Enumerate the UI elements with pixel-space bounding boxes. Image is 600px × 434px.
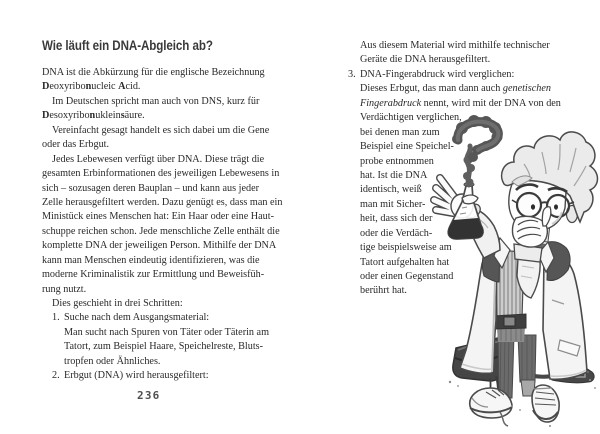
text-line: probe entnommen bbox=[360, 155, 434, 167]
text-line: komplette DNA der jeweiligen Person. Mithilfe der DNA bbox=[42, 240, 277, 252]
text-line: oder einen Gegenstand bbox=[360, 271, 454, 282]
text-line: Man sucht nach Spuren von Täter oder Täterin am bbox=[64, 326, 270, 338]
belt bbox=[494, 314, 526, 329]
text-line: gesamten Erbinformationen des jeweiligen Lebewesens in bbox=[42, 168, 280, 180]
text-line: moderne Kriminalistik zur Ermittlung und Beweisfüh- bbox=[42, 269, 265, 281]
text-line: schuppe reichen schon. Jede menschliche Zelle enthält die bbox=[42, 225, 280, 237]
chapter-title: Wie läuft ein DNA-Abgleich ab? bbox=[42, 38, 213, 53]
text-line: Im Deutschen spricht man auch von DNS, kurz für bbox=[52, 95, 260, 107]
text-line: Geräte die DNA herausgefiltert. bbox=[360, 54, 491, 66]
left-page-text bbox=[42, 66, 298, 384]
text-line: berührt hat. bbox=[360, 285, 407, 297]
text-line: tropfen oder Ähnliches. bbox=[64, 355, 161, 367]
text-line: tige beispielsweise am bbox=[360, 242, 452, 254]
list-number: 2. bbox=[52, 370, 60, 382]
text-line: Tatort, zum Beispiel Haare, Speichelreste, Bluts- bbox=[64, 341, 264, 353]
text-line: heit, dass sich der bbox=[360, 213, 433, 225]
text-line: 2. Erbgut (DNA) wird herausgefiltert: bbox=[42, 369, 298, 383]
scientist-illustration bbox=[400, 110, 600, 434]
list-number: 3. bbox=[348, 68, 356, 80]
text-line: rung nutzt. bbox=[42, 283, 87, 295]
text-line: DNA ist die Abkürzung für die englische Bezeichnung bbox=[42, 67, 265, 78]
text-line: bei denen man zum bbox=[360, 126, 440, 138]
text-line: Tatort aufgehalten hat bbox=[360, 256, 450, 268]
text-line: Beispiel eine Speichel- bbox=[360, 141, 454, 153]
text-line: identisch, weiß bbox=[360, 184, 422, 196]
text-line: 1. Suche nach dem Ausgangsmaterial: bbox=[42, 311, 298, 325]
smoke-question-mark bbox=[452, 115, 503, 186]
text-line: Dieses Erbgut, das man dann auch genetischen bbox=[360, 83, 551, 95]
text-line: Deoxyribonucleic Acid. bbox=[42, 81, 141, 93]
text-line: Verdächtigen verglichen, bbox=[360, 112, 462, 124]
text-line: Ministück eines Menschen hat: Ein Haar oder eine Haut- bbox=[42, 211, 274, 223]
trouser-legs bbox=[498, 335, 536, 398]
text-line: 3. DNA-Fingerabdruck wird verglichen: bbox=[348, 68, 576, 82]
text-line: sich – sozusagen deren Bauplan – und kann aus jeder bbox=[42, 182, 259, 194]
sneaker-left bbox=[470, 388, 512, 426]
text-line: oder das Erbgut. bbox=[42, 139, 110, 151]
text-line: man mit Sicher- bbox=[360, 198, 426, 210]
page-number: 236 bbox=[137, 389, 161, 402]
text-line: Zelle herausgefiltert werden. Dazu genügt es, dass man ein bbox=[42, 196, 283, 208]
sneaker-right bbox=[532, 385, 559, 422]
text-line: kann man Menschen eindeutig identifizieren, was die bbox=[42, 254, 260, 266]
text-line: oder die Verdäch- bbox=[360, 227, 433, 239]
text-line: Vereinfacht gesagt handelt es sich dabei um die Gene bbox=[52, 124, 270, 136]
text-line: Desoxyribonukleinsäure. bbox=[42, 110, 145, 122]
text-line: Jedes Lebewesen verfügt über DNA. Diese trägt die bbox=[52, 153, 265, 165]
text-line: Aus diesem Material wird mithilfe technischer bbox=[360, 40, 550, 51]
text-line: Dies geschieht in drei Schritten: bbox=[52, 298, 183, 309]
text-line: Fingerabdruck nennt, wird mit der DNA von den bbox=[360, 97, 561, 109]
list-number: 1. bbox=[52, 312, 60, 324]
text-line: hat. Ist die DNA bbox=[360, 169, 428, 181]
